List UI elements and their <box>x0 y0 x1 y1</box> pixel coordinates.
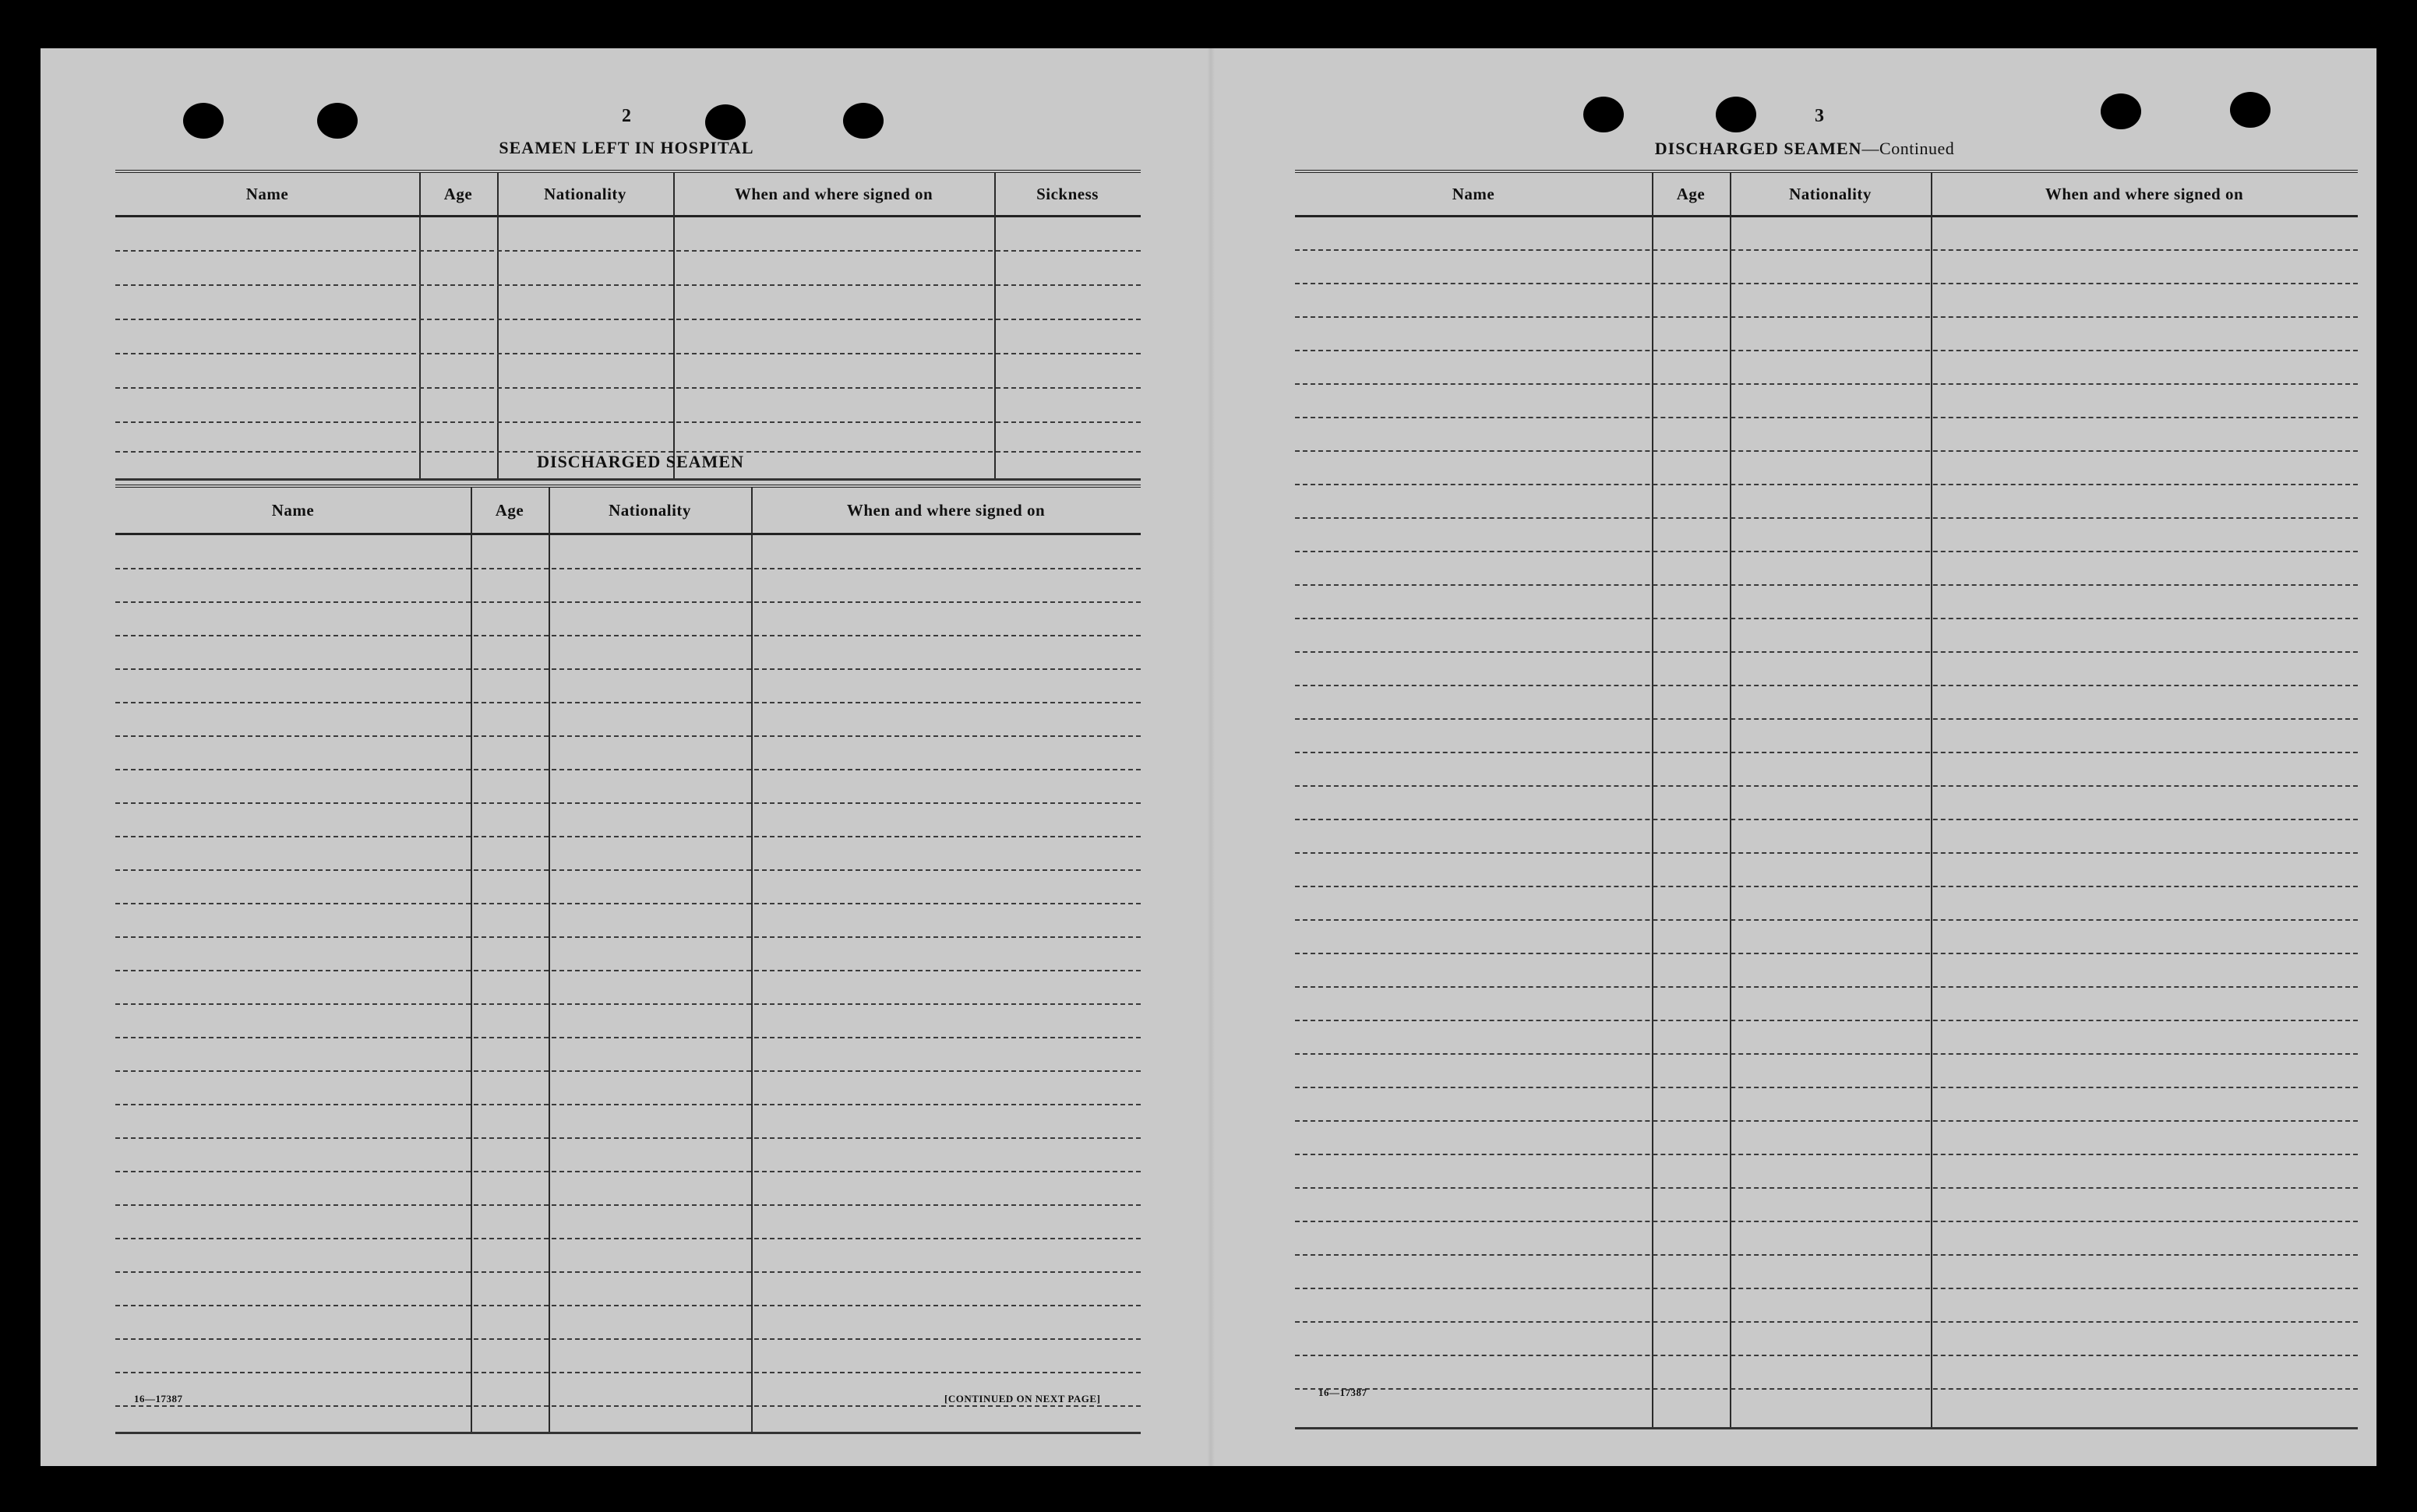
entry-line <box>115 1238 1141 1239</box>
discharged-continued-title-suffix: —Continued <box>1861 139 1955 158</box>
entry-line <box>1295 1187 2358 1189</box>
column-header-age: Age <box>443 184 473 203</box>
entry-line <box>1295 316 2358 318</box>
page-number-left: 2 <box>622 106 631 126</box>
entry-line <box>115 387 1141 389</box>
entry-line <box>1295 383 2358 385</box>
punch-hole <box>2101 93 2141 129</box>
hospital-section-title: SEAMEN LEFT IN HOSPITAL <box>499 138 754 157</box>
entry-line <box>1295 283 2358 284</box>
entry-line <box>115 702 1141 703</box>
entry-line <box>115 1104 1141 1105</box>
column-header-nationality: Nationality <box>544 184 626 203</box>
form-number-left: 16—17387 <box>134 1393 183 1405</box>
entry-line <box>115 936 1141 938</box>
entry-line <box>115 1338 1141 1340</box>
entry-line <box>1295 350 2358 351</box>
entry-line <box>115 1204 1141 1206</box>
column-divider <box>471 488 472 1432</box>
entry-line <box>115 1003 1141 1005</box>
entry-line <box>115 1070 1141 1072</box>
entry-line <box>115 769 1141 770</box>
column-divider <box>994 173 996 478</box>
entry-line <box>115 1137 1141 1139</box>
entry-line <box>115 1271 1141 1273</box>
entry-line <box>1295 852 2358 854</box>
entry-line <box>1295 651 2358 653</box>
entry-line <box>115 869 1141 871</box>
discharged-table <box>115 485 1141 1434</box>
hospital-table <box>115 170 1141 481</box>
punch-hole <box>317 103 358 139</box>
column-header-when-where: When and where signed on <box>846 500 1046 520</box>
entry-line <box>115 1372 1141 1373</box>
entry-line <box>1295 584 2358 586</box>
entry-line <box>115 802 1141 804</box>
column-divider <box>497 173 499 478</box>
discharged-section-title: DISCHARGED SEAMEN <box>537 452 744 471</box>
entry-line <box>1295 1154 2358 1155</box>
entry-line <box>1295 819 2358 820</box>
punch-hole <box>705 104 746 140</box>
continued-on-next-page-note: [CONTINUED ON NEXT PAGE] <box>944 1393 1101 1405</box>
entry-line <box>1295 484 2358 485</box>
punch-hole <box>1716 97 1756 132</box>
column-header-age: Age <box>1676 184 1706 203</box>
column-header-sickness: Sickness <box>1036 184 1099 203</box>
entry-line <box>1295 886 2358 887</box>
entry-line <box>1295 953 2358 954</box>
entry-line <box>1295 1221 2358 1222</box>
form-number-right: 16—17387 <box>1318 1387 1367 1398</box>
column-divider <box>673 173 675 478</box>
entry-line <box>115 601 1141 603</box>
entry-line <box>1295 517 2358 519</box>
entry-line <box>1295 919 2358 921</box>
entry-line <box>115 836 1141 837</box>
entry-line <box>1295 551 2358 552</box>
column-divider <box>751 488 753 1432</box>
column-header-name: Name <box>1452 184 1495 203</box>
column-header-age: Age <box>495 500 524 520</box>
entry-line <box>1295 1120 2358 1122</box>
entry-line <box>1295 1020 2358 1021</box>
entry-line <box>115 1037 1141 1038</box>
entry-line <box>1295 785 2358 787</box>
entry-line <box>115 1405 1141 1407</box>
entry-line <box>1295 1388 2358 1390</box>
punch-hole <box>2230 92 2271 128</box>
punch-hole <box>1583 97 1624 132</box>
discharged-continued-title-main: DISCHARGED SEAMEN <box>1654 139 1862 158</box>
entry-line <box>115 1171 1141 1172</box>
entry-line <box>115 635 1141 636</box>
column-divider <box>1730 173 1731 1427</box>
entry-line <box>1295 718 2358 720</box>
entry-line <box>1295 752 2358 753</box>
document-sheet <box>41 48 2376 1466</box>
discharged-continued-table <box>1295 170 2358 1429</box>
column-header-name: Name <box>245 184 289 203</box>
discharged-continued-table-header <box>1295 173 2358 217</box>
entry-line <box>1295 1053 2358 1055</box>
punch-hole <box>843 103 884 139</box>
entry-line <box>115 353 1141 354</box>
entry-line <box>1295 986 2358 988</box>
entry-line <box>1295 1321 2358 1323</box>
entry-line <box>115 568 1141 569</box>
entry-line <box>115 735 1141 737</box>
column-header-when-where: When and where signed on <box>2045 184 2244 203</box>
column-header-nationality: Nationality <box>1789 184 1872 203</box>
entry-line <box>1295 1254 2358 1256</box>
punch-hole <box>183 103 224 139</box>
column-header-nationality: Nationality <box>609 500 691 520</box>
entry-line <box>1295 417 2358 418</box>
entry-line <box>1295 249 2358 251</box>
page-spine <box>1207 48 1215 1466</box>
hospital-table-header <box>115 173 1141 217</box>
entry-line <box>115 421 1141 423</box>
entry-line <box>1295 685 2358 686</box>
column-header-when-where: When and where signed on <box>734 184 933 203</box>
entry-line <box>115 970 1141 971</box>
entry-line <box>115 903 1141 904</box>
entry-line <box>1295 618 2358 619</box>
entry-line <box>115 284 1141 286</box>
entry-line <box>115 250 1141 252</box>
column-divider <box>1931 173 1932 1427</box>
column-divider <box>549 488 550 1432</box>
discharged-continued-title <box>1655 139 1954 159</box>
page-number-right: 3 <box>1815 106 1824 126</box>
entry-line <box>115 1305 1141 1306</box>
column-header-name: Name <box>271 500 315 520</box>
entry-line <box>1295 450 2358 452</box>
discharged-table-header <box>115 488 1141 535</box>
entry-line <box>1295 1087 2358 1088</box>
column-divider <box>1652 173 1653 1427</box>
entry-line <box>115 668 1141 670</box>
entry-line <box>1295 1288 2358 1289</box>
entry-line <box>115 319 1141 320</box>
column-divider <box>419 173 421 478</box>
entry-line <box>1295 1355 2358 1356</box>
